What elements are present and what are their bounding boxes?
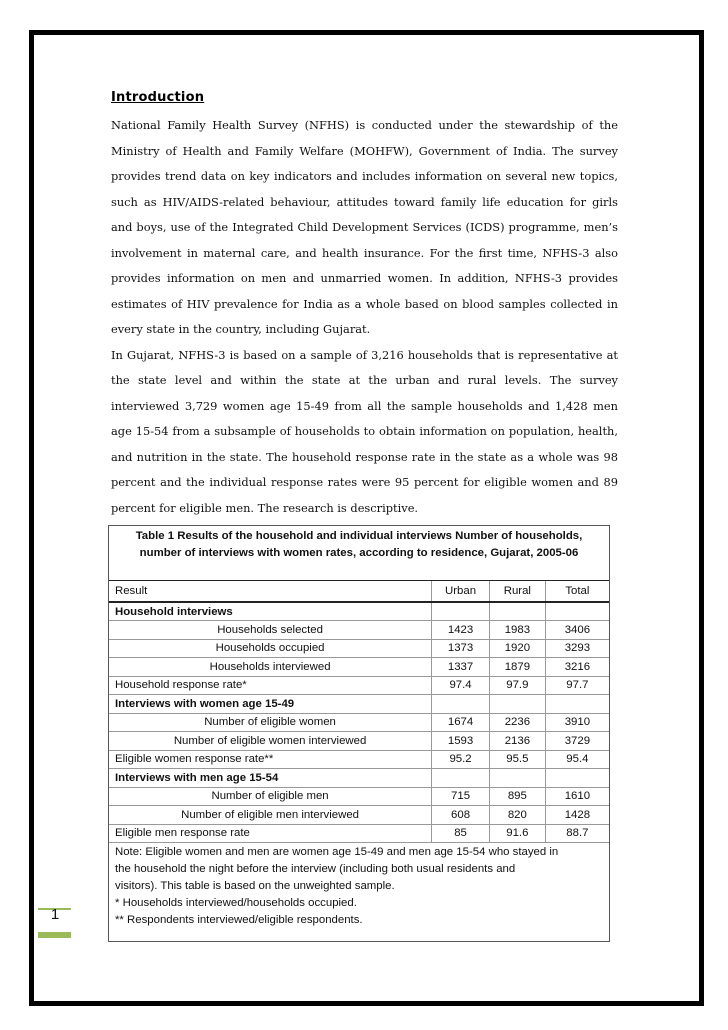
row-label: Interviews with women age 15-49 (109, 695, 432, 714)
row-label: Household response rate* (109, 676, 432, 695)
table-note: Note: Eligible women and men are women age 15-49 and men age 15-54 who stayed in (115, 846, 559, 858)
table-note: visitors). This table is based on the unweighted sample. (115, 880, 395, 892)
cell-rural: 2136 (489, 732, 545, 751)
cell-total: 3293 (545, 639, 609, 658)
row-label: Number of eligible women (109, 713, 432, 732)
cell-rural (489, 769, 545, 788)
cell-total (545, 769, 609, 788)
row-label: Number of eligible men interviewed (109, 806, 432, 825)
row-label: Interviews with men age 15-54 (109, 769, 432, 788)
col-header-total: Total (545, 581, 609, 602)
cell-total: 3216 (545, 658, 609, 677)
cell-total: 3729 (545, 732, 609, 751)
section-heading: Introduction (111, 90, 205, 105)
cell-urban: 715 (432, 787, 490, 806)
cell-total: 1610 (545, 787, 609, 806)
cell-total: 3910 (545, 713, 609, 732)
cell-total: 97.7 (545, 676, 609, 695)
cell-urban: 1423 (432, 621, 490, 640)
table-row (109, 621, 609, 640)
table-row (109, 824, 609, 843)
table-row (109, 713, 609, 732)
row-label: Households interviewed (109, 658, 432, 677)
table-row (109, 806, 609, 825)
results-table (109, 581, 609, 843)
row-label: Number of eligible men (109, 787, 432, 806)
page-number: 1 (50, 906, 60, 923)
row-label: Household interviews (109, 602, 432, 621)
table-footnote-households: * Households interviewed/households occupied. (115, 897, 357, 909)
table-row (109, 602, 609, 621)
table-notes (109, 843, 609, 930)
cell-urban (432, 695, 490, 714)
cell-urban: 1674 (432, 713, 490, 732)
table-row (109, 695, 609, 714)
cell-urban: 1593 (432, 732, 490, 751)
row-label: Eligible women response rate** (109, 750, 432, 769)
results-table-box (108, 525, 610, 942)
table-caption: Table 1 Results of the household and individual interviews Number of households, number of interviews with women rates, according to residence, Gujarat, 2005-06 (109, 526, 609, 581)
cell-urban: 608 (432, 806, 490, 825)
cell-rural: 95.5 (489, 750, 545, 769)
col-header-result: Result (109, 581, 432, 602)
cell-rural: 2236 (489, 713, 545, 732)
cell-rural: 97.9 (489, 676, 545, 695)
table-row (109, 787, 609, 806)
cell-rural: 1879 (489, 658, 545, 677)
cell-total: 3406 (545, 621, 609, 640)
col-header-urban: Urban (432, 581, 490, 602)
table-footnote-respondents: ** Respondents interviewed/eligible respondents. (115, 914, 363, 926)
cell-total (545, 695, 609, 714)
table-note: the household the night before the interview (including both usual residents and (115, 863, 516, 875)
table-row (109, 750, 609, 769)
page-number-bottom-bar (38, 932, 71, 938)
table-row (109, 658, 609, 677)
cell-urban: 1337 (432, 658, 490, 677)
row-label: Households occupied (109, 639, 432, 658)
cell-total: 88.7 (545, 824, 609, 843)
table-row (109, 639, 609, 658)
cell-urban: 1373 (432, 639, 490, 658)
row-label: Number of eligible women interviewed (109, 732, 432, 751)
col-header-rural: Rural (489, 581, 545, 602)
document-body (111, 90, 618, 521)
cell-total (545, 602, 609, 621)
paragraph-1: National Family Health Survey (NFHS) is conducted under the stewardship of the Ministry of Health and Family Welfare (MOHFW), Government of India. The survey provides trend data on key indicators and includes information on several new topics, such as HIV/AIDS-related behaviour, attitudes toward family life education for girls and boys, use of the Integrated Child Development Services (ICDS) programme, men’s involvement in maternal care, and health insurance. For the first time, NFHS-3 also provides information on men and unmarried women. In addition, NFHS-3 provides estimates of HIV prevalence for India as a whole based on blood samples collected in every state in the country, including Gujarat. (111, 118, 618, 336)
cell-urban: 97.4 (432, 676, 490, 695)
cell-total: 95.4 (545, 750, 609, 769)
table-row (109, 676, 609, 695)
cell-urban (432, 602, 490, 621)
cell-rural: 1920 (489, 639, 545, 658)
cell-rural: 1983 (489, 621, 545, 640)
cell-urban (432, 769, 490, 788)
cell-rural: 895 (489, 787, 545, 806)
table-header-row (109, 581, 609, 602)
cell-total: 1428 (545, 806, 609, 825)
cell-rural (489, 602, 545, 621)
paragraph-2: In Gujarat, NFHS-3 is based on a sample of 3,216 households that is representative at the state level and within the state at the urban and rural levels. The survey interviewed 3,729 women age 15-49 from all the sample households and 1,428 men age 15-54 from a subsample of households to obtain information on population, health, and nutrition in the state. The household response rate in the state as a whole was 98 percent and the individual response rates were 95 percent for eligible women and 89 percent for eligible men. The research is descriptive. (111, 347, 618, 515)
cell-rural: 91.6 (489, 824, 545, 843)
cell-urban: 95.2 (432, 750, 490, 769)
table-row (109, 732, 609, 751)
cell-urban: 85 (432, 824, 490, 843)
row-label: Eligible men response rate (109, 824, 432, 843)
cell-rural: 820 (489, 806, 545, 825)
cell-rural (489, 695, 545, 714)
row-label: Households selected (109, 621, 432, 640)
table-row (109, 769, 609, 788)
